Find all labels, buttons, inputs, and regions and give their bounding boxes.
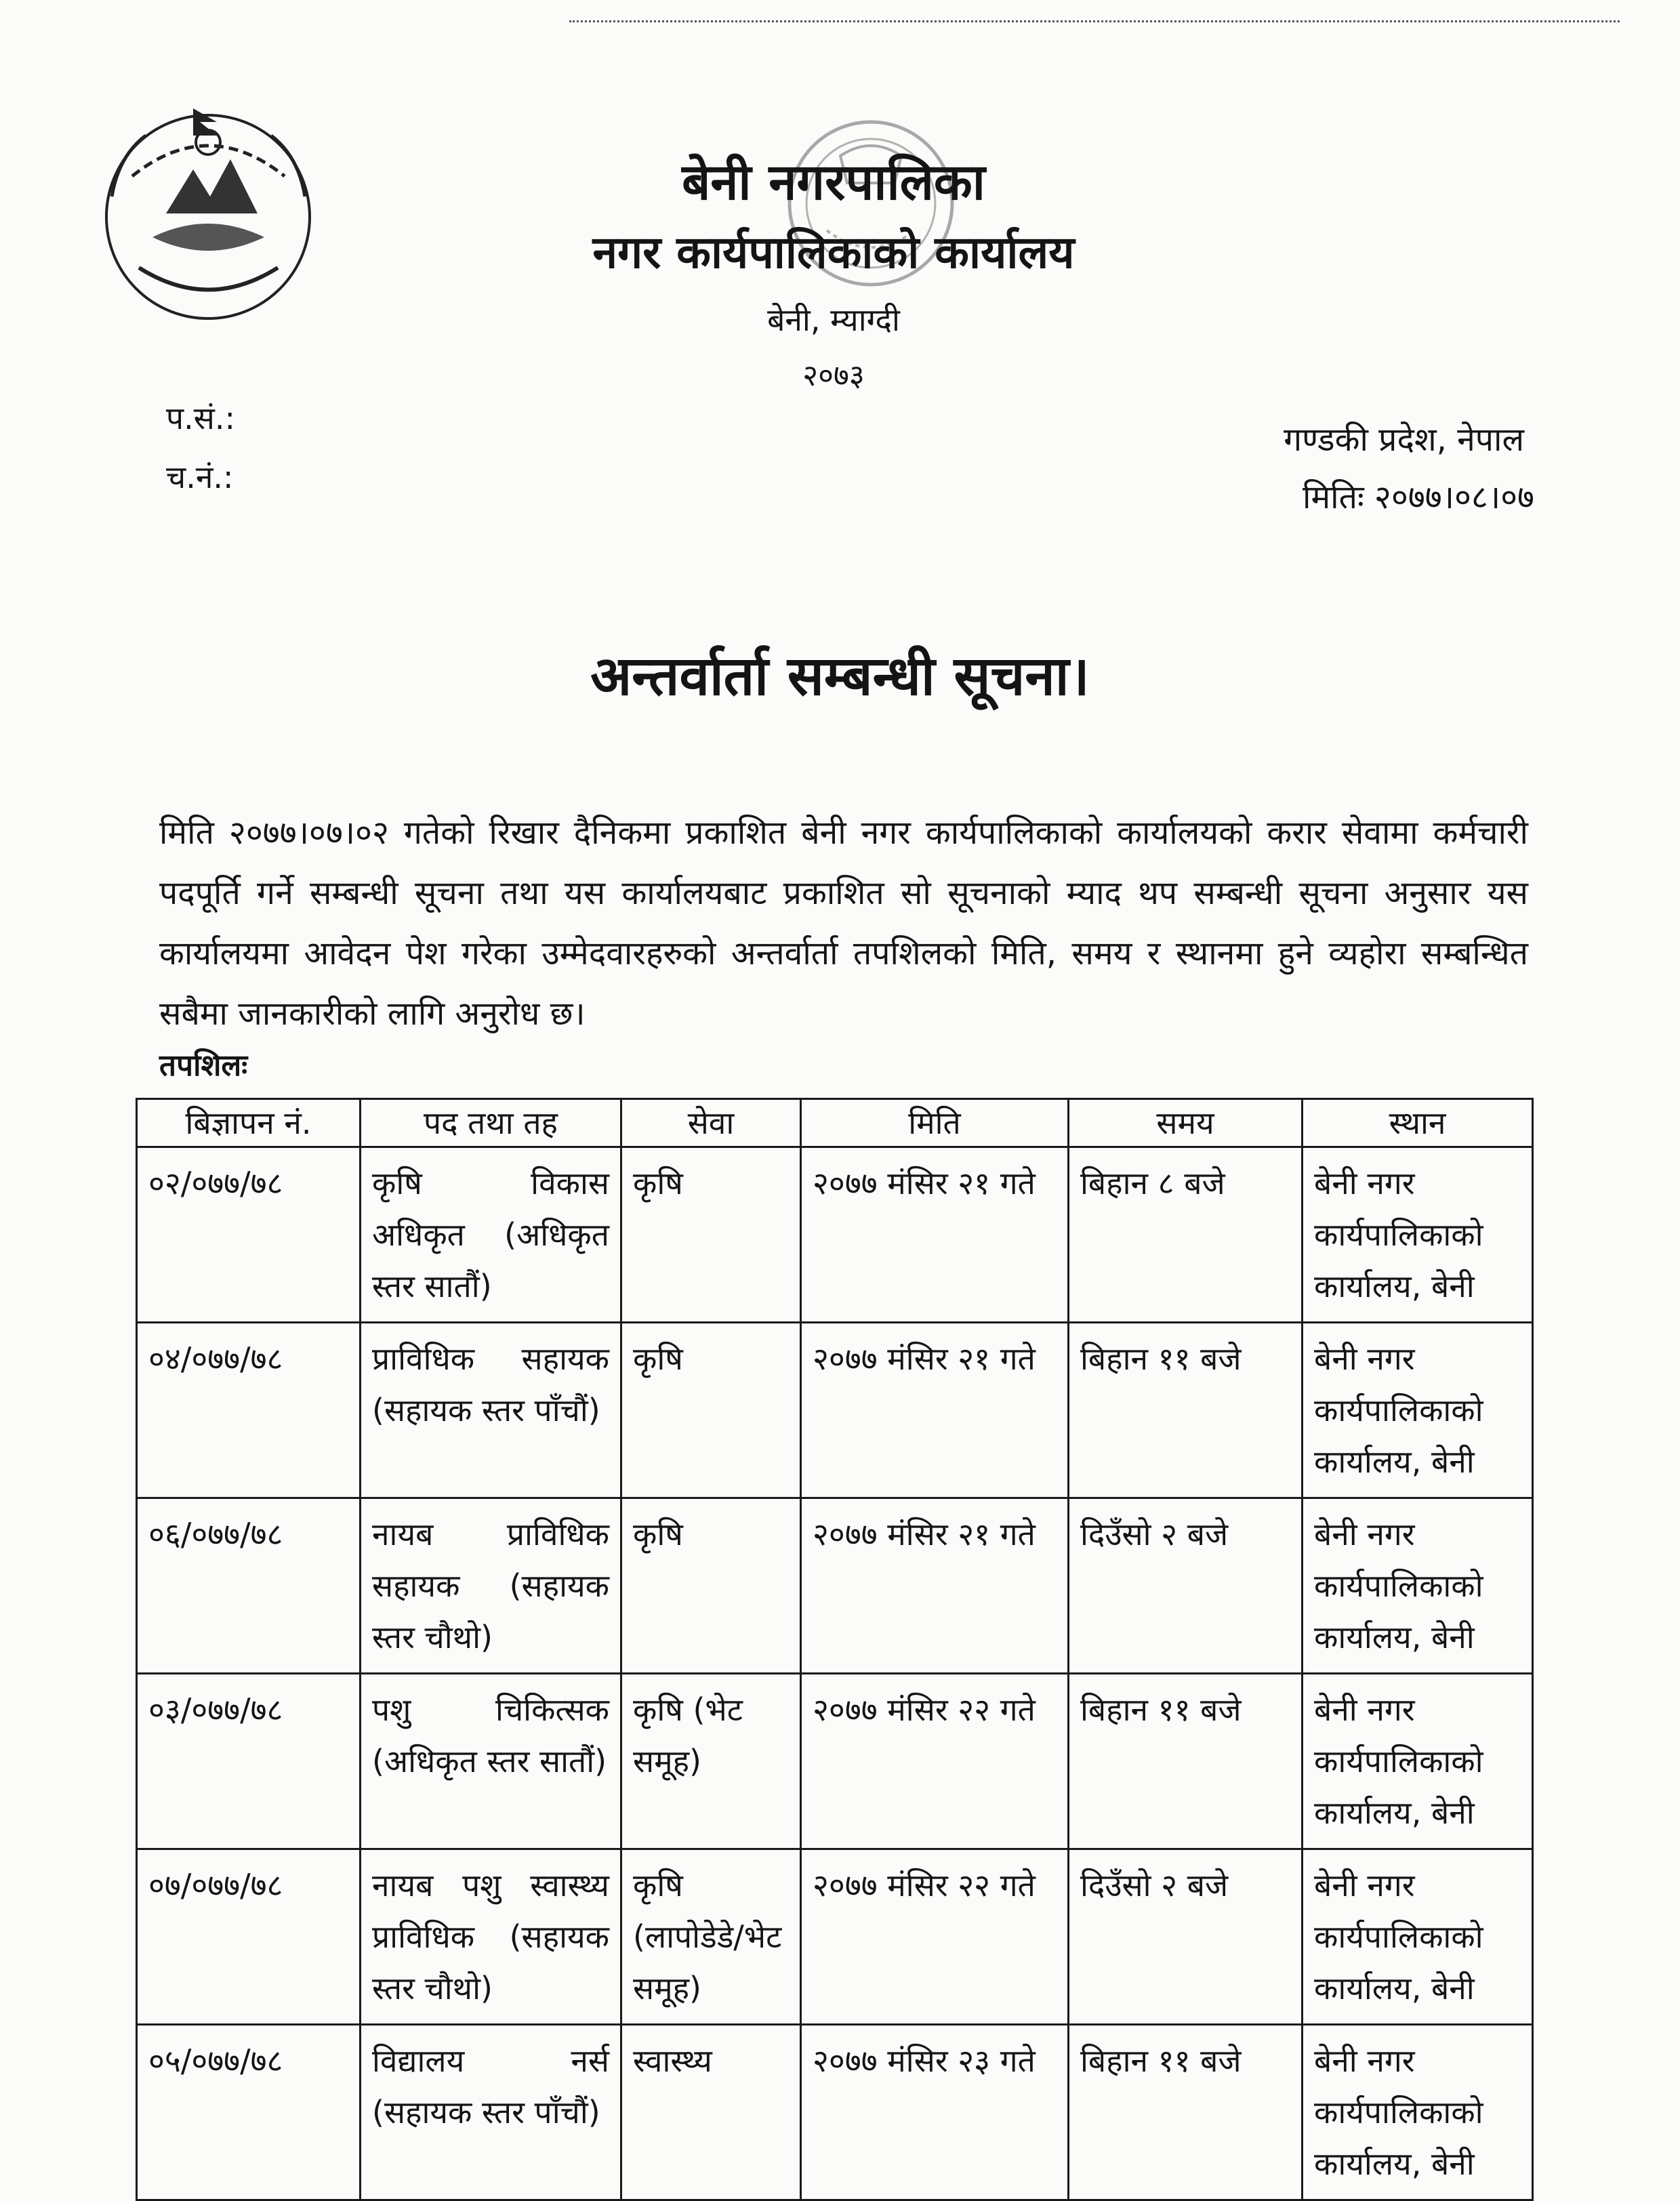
tapshil-label: तपशिलः <box>159 1048 248 1083</box>
cell-date: २०७७ मंसिर २१ गते <box>801 1323 1069 1498</box>
table-header-row <box>137 1099 1533 1147</box>
nepal-emblem-icon <box>91 95 325 329</box>
cell-time: बिहान ८ बजे <box>1069 1147 1303 1323</box>
table-row <box>137 1849 1533 2025</box>
col-header-date: मिति <box>801 1099 1069 1147</box>
cell-advert-no: ०४/०७७/७८ <box>137 1323 361 1498</box>
chalani-number-label: च.नं.: <box>166 459 234 495</box>
col-header-advert-no: बिज्ञापन नं. <box>137 1099 361 1147</box>
office-name: बेनी नगरपालिका <box>682 153 985 211</box>
notice-body: मिति २०७७।०७।०२ गतेको रिखार दैनिकमा प्रकाशित बेनी नगर कार्यपालिकाको कार्यालयको करार सेवामा कर्मचारी पदपूर्ति गर्ने सम्बन्धी सूचना तथा यस कार्यालयबाट प्रकाशित सो सूचनाको म्याद थप सम्बन्धी सूचना अनुसार यस कार्यालयमा आवेदन पेश गरेका उम्मेदवारहरुको अन्तर्वार्ता तपशिलको मिति, समय र स्थानमा हुने व्यहोरा सम्बन्धित सबैमा जानकारीको लागि अनुरोध छ। <box>159 814 1528 1033</box>
cell-time: बिहान ११ बजे <box>1069 2025 1303 2200</box>
cell-advert-no: ०६/०७७/७८ <box>137 1498 361 1674</box>
cell-time: दिउँसो २ बजे <box>1069 1849 1303 2025</box>
cell-time: बिहान ११ बजे <box>1069 1323 1303 1498</box>
office-year: २०७३ <box>802 358 865 393</box>
cell-venue: बेनी नगर कार्यपालिकाको कार्यालय, बेनी <box>1303 1147 1533 1323</box>
cell-post: नायब पशु स्वास्थ्य प्राविधिक (सहायक स्तर चौथो) <box>361 1849 621 2025</box>
col-header-venue: स्थान <box>1303 1099 1533 1147</box>
notice-title: अन्तर्वार्ता सम्बन्धी सूचना। <box>590 644 1090 707</box>
cell-time: दिउँसो २ बजे <box>1069 1498 1303 1674</box>
cell-post: प्राविधिक सहायक (सहायक स्तर पाँचौं) <box>361 1323 621 1498</box>
cell-post: विद्यालय नर्स (सहायक स्तर पाँचौं) <box>361 2025 621 2200</box>
cell-venue: बेनी नगर कार्यपालिकाको कार्यालय, बेनी <box>1303 1498 1533 1674</box>
cell-advert-no: ०२/०७७/७८ <box>137 1147 361 1323</box>
cell-date: २०७७ मंसिर २१ गते <box>801 1498 1069 1674</box>
cell-advert-no: ०७/०७७/७८ <box>137 1849 361 2025</box>
table-row <box>137 1498 1533 1674</box>
cell-venue: बेनी नगर कार्यपालिकाको कार्यालय, बेनी <box>1303 1849 1533 2025</box>
cell-post: कृषि विकास अधिकृत (अधिकृत स्तर सातौं) <box>361 1147 621 1323</box>
col-header-post: पद तथा तह <box>361 1099 621 1147</box>
cell-service: कृषि (लापोडेडे/भेट समूह) <box>621 1849 801 2025</box>
cell-date: २०७७ मंसिर २२ गते <box>801 1849 1069 2025</box>
table-row <box>137 1323 1533 1498</box>
top-dotted-rule <box>569 20 1620 22</box>
cell-service: कृषि <box>621 1147 801 1323</box>
cell-time: बिहान ११ बजे <box>1069 1674 1303 1849</box>
cell-service: कृषि <box>621 1498 801 1674</box>
cell-advert-no: ०३/०७७/७८ <box>137 1674 361 1849</box>
table-row <box>137 1147 1533 1323</box>
interview-schedule-table <box>136 1098 1534 2201</box>
cell-venue: बेनी नगर कार्यपालिकाको कार्यालय, बेनी <box>1303 1323 1533 1498</box>
cell-venue: बेनी नगर कार्यपालिकाको कार्यालय, बेनी <box>1303 2025 1533 2200</box>
cell-post: नायब प्राविधिक सहायक (सहायक स्तर चौथो) <box>361 1498 621 1674</box>
cell-service: कृषि (भेट समूह) <box>621 1674 801 1849</box>
cell-date: २०७७ मंसिर २२ गते <box>801 1674 1069 1849</box>
office-address: बेनी, म्याग्दी <box>767 302 900 338</box>
cell-service: स्वास्थ्य <box>621 2025 801 2200</box>
table-row <box>137 2025 1533 2200</box>
col-header-service: सेवा <box>621 1099 801 1147</box>
cell-date: २०७७ मंसिर २३ गते <box>801 2025 1069 2200</box>
office-subtitle: नगर कार्यपालिकाको कार्यालय <box>592 226 1075 279</box>
province-line: गण्डकी प्रदेश, नेपाल <box>1284 421 1524 459</box>
cell-service: कृषि <box>621 1323 801 1498</box>
cell-date: २०७७ मंसिर २१ गते <box>801 1147 1069 1323</box>
cell-venue: बेनी नगर कार्यपालिकाको कार्यालय, बेनी <box>1303 1674 1533 1849</box>
cell-advert-no: ०५/०७७/७८ <box>137 2025 361 2200</box>
table-row <box>137 1674 1533 1849</box>
col-header-time: समय <box>1069 1099 1303 1147</box>
patra-sankhya-label: प.सं.: <box>166 400 235 436</box>
letter-date: मितिः २०७७।०८।०७ <box>1303 478 1534 516</box>
cell-post: पशु चिकित्सक (अधिकृत स्तर सातौं) <box>361 1674 621 1849</box>
